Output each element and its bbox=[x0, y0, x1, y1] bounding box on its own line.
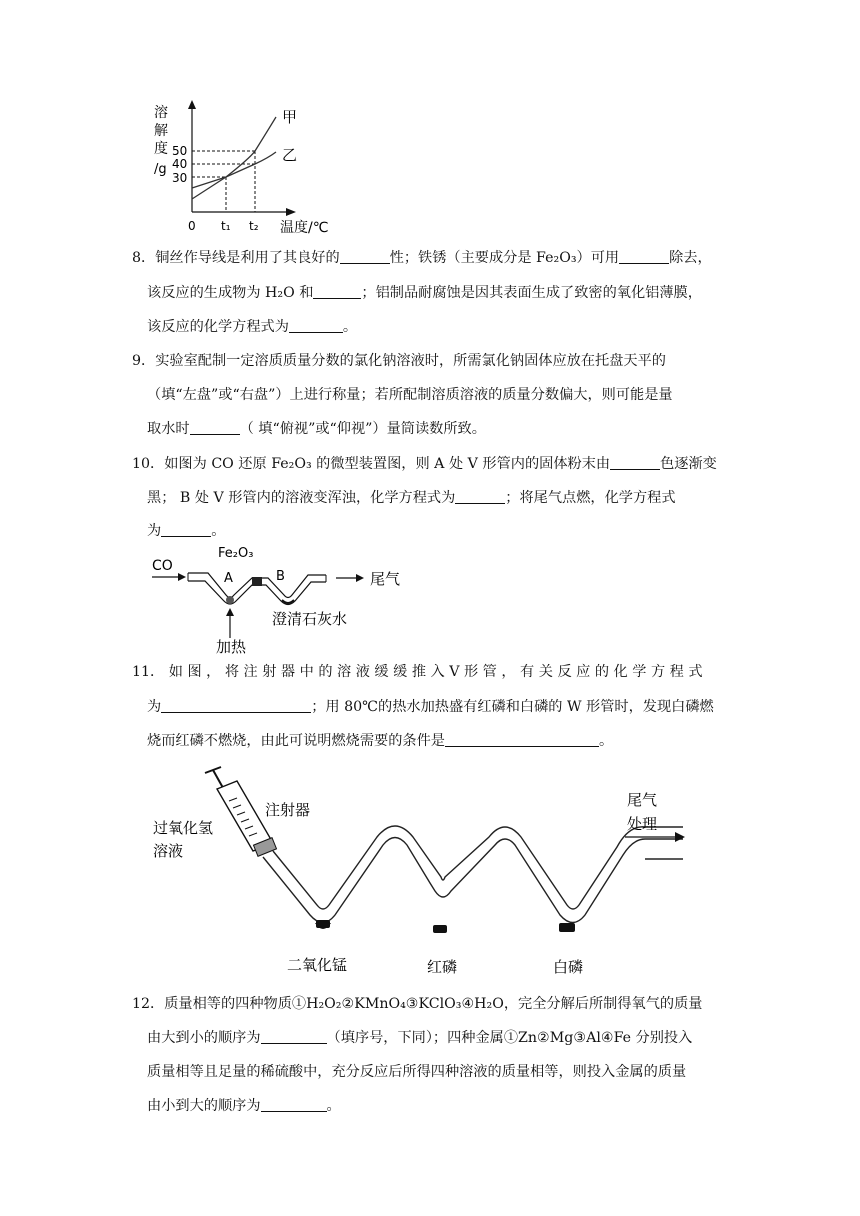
q10-text-1a: 10．如图为 CO 还原 Fe₂O₃ 的微型装置图，则 A 处 V 形管内的固体粉末由 bbox=[132, 456, 611, 472]
q10-text-1b: 色逐渐变 bbox=[660, 456, 717, 472]
q8-blank-1[interactable] bbox=[340, 249, 390, 264]
q8-blank-2[interactable] bbox=[619, 249, 669, 264]
label-b: B bbox=[276, 569, 285, 584]
x-axis-label: 温度/℃ bbox=[280, 220, 329, 235]
q8-line-3 bbox=[147, 317, 357, 337]
q12-line-2 bbox=[147, 1028, 692, 1048]
q12-blank-1[interactable] bbox=[261, 1029, 327, 1044]
q8-text-2a: 该反应的生成物为 H₂O 和 bbox=[147, 285, 314, 301]
q12-line-1 bbox=[132, 994, 702, 1014]
w-tube-outer bbox=[263, 838, 683, 923]
q10-text-3b: 。 bbox=[211, 523, 226, 539]
y-tick-50: 50 bbox=[172, 144, 188, 158]
mno2-solid-block bbox=[316, 920, 330, 928]
q9-line-2 bbox=[147, 385, 673, 405]
q10-text-2b: ；将尾气点燃，化学方程式 bbox=[505, 490, 676, 506]
red-phosphorus bbox=[433, 925, 447, 933]
q12-text-2a: 由大到小的顺序为 bbox=[147, 1030, 261, 1046]
q9-text-1: 9．实验室配制一定溶质质量分数的氯化钠溶液时，所需氯化钠固体应放在托盘天平的 bbox=[132, 353, 666, 369]
q10-line-3 bbox=[147, 521, 225, 541]
q9-line-3 bbox=[147, 419, 486, 439]
tail-arrow-head bbox=[356, 574, 364, 582]
q11-line-3 bbox=[147, 731, 613, 751]
q8-text-1a: 8．铜丝作导线是利用了其良好的 bbox=[132, 250, 340, 266]
x-tick-t2: t₂ bbox=[249, 219, 259, 233]
limewater-label: 澄清石灰水 bbox=[272, 610, 348, 628]
red-p-label: 红磷 bbox=[427, 958, 458, 976]
q10-line-2 bbox=[147, 488, 676, 508]
q8-text-2b: ；铝制品耐腐蚀是因其表面生成了致密的氧化铝薄膜， bbox=[361, 285, 702, 301]
tail-arrow-head bbox=[675, 832, 685, 842]
fe2o3-powder bbox=[226, 596, 234, 604]
q8-line-2 bbox=[147, 283, 702, 303]
q11-line-1 bbox=[132, 662, 703, 682]
chart-ylabel-4: /g bbox=[154, 162, 167, 177]
y-axis-arrow bbox=[188, 100, 196, 109]
label-a: A bbox=[224, 571, 233, 586]
q11-text-3a: 烧而红磷不燃烧，由此可说明燃烧需要的条件是 bbox=[147, 733, 445, 749]
heat-label: 加热 bbox=[216, 638, 247, 655]
q11-text-2a: 为 bbox=[147, 699, 162, 715]
series-jia-label: 甲 bbox=[282, 108, 298, 126]
w-tube-inner bbox=[273, 826, 683, 909]
tail-gas-label: 尾气 bbox=[370, 570, 401, 588]
w-tube-apparatus bbox=[145, 765, 695, 980]
x-tick-t1: t₁ bbox=[221, 219, 231, 233]
q10-blank-1[interactable] bbox=[610, 455, 660, 470]
q12-line-3 bbox=[147, 1062, 686, 1082]
tail-label-2: 处理 bbox=[627, 815, 658, 833]
co-reduction-apparatus bbox=[148, 540, 408, 655]
q10-line-1 bbox=[132, 454, 717, 474]
q12-line-4 bbox=[147, 1096, 341, 1116]
x-tick-0: 0 bbox=[188, 219, 196, 233]
chart-ylabel-3: 度 bbox=[154, 141, 168, 157]
q11-blank-2[interactable] bbox=[445, 732, 599, 747]
white-p-label: 白磷 bbox=[553, 958, 584, 976]
q10-text-2a: 黑； B 处 V 形管内的溶液变浑浊，化学方程式为 bbox=[147, 490, 456, 506]
v-tube-b bbox=[262, 575, 326, 598]
y-tick-40: 40 bbox=[172, 157, 188, 171]
rubber-connector bbox=[252, 577, 262, 586]
fe2o3-label: Fe₂O₃ bbox=[218, 546, 254, 561]
x-axis-arrow bbox=[286, 208, 296, 216]
syringe-label: 注射器 bbox=[265, 801, 311, 819]
q9-blank-1[interactable] bbox=[190, 420, 240, 435]
v-tube-a bbox=[188, 573, 258, 598]
q12-text-4a: 由小到大的顺序为 bbox=[147, 1098, 261, 1114]
q8-text-3b: 。 bbox=[342, 319, 358, 335]
series-yi-label: 乙 bbox=[282, 146, 298, 164]
h2o2-label-2: 溶液 bbox=[153, 842, 184, 860]
q9-text-2: （填“左盘”或“右盘”）上进行称量；若所配制溶质溶液的质量分数偏大，则可能是量 bbox=[147, 387, 673, 403]
q12-blank-2[interactable] bbox=[261, 1097, 327, 1112]
solubility-chart bbox=[140, 100, 340, 235]
q9-text-3a: 取水时 bbox=[147, 421, 190, 437]
q11-line-2 bbox=[147, 697, 714, 717]
q12-text-2b: （填序号，下同）；四种金属①Zn②Mg③Al④Fe 分别投入 bbox=[326, 1030, 693, 1046]
chart-ylabel-1: 溶 bbox=[154, 105, 168, 121]
tail-label-1: 尾气 bbox=[627, 791, 658, 809]
q10-blank-2[interactable] bbox=[455, 489, 505, 504]
h2o2-label-1: 过氧化氢 bbox=[153, 819, 214, 837]
q8-text-3a: 该反应的化学方程式为 bbox=[147, 319, 289, 335]
limewater-liquid bbox=[282, 600, 294, 603]
q10-blank-3[interactable] bbox=[161, 522, 211, 537]
co-arrow-head bbox=[178, 573, 186, 581]
chart-ylabel-2: 解 bbox=[154, 123, 168, 139]
q8-line-1 bbox=[132, 248, 712, 268]
white-phosphorus bbox=[559, 923, 575, 932]
q8-blank-4[interactable] bbox=[289, 318, 343, 333]
q12-text-3: 质量相等且足量的稀硫酸中，充分反应后所得四种溶液的质量相等，则投入金属的质量 bbox=[147, 1064, 687, 1080]
q9-line-1 bbox=[132, 351, 666, 371]
q12-text-4b: 。 bbox=[326, 1098, 341, 1114]
q8-text-1b: 性；铁锈（主要成分是 Fe₂O₃）可用 bbox=[389, 250, 620, 266]
q11-text-1: 11． 如 图 ， 将 注 射 器 中 的 溶 液 缓 缓 推 入 V 形 管 ， 有 关 反 应 的 化 学 方 程 式 bbox=[132, 664, 703, 680]
q8-blank-3[interactable] bbox=[313, 284, 361, 299]
v-tube-a-inner bbox=[188, 581, 258, 604]
q11-blank-1[interactable] bbox=[161, 698, 311, 713]
q8-text-1c: 除去， bbox=[669, 250, 712, 266]
q11-text-2b: ；用 80℃的热水加热盛有红磷和白磷的 W 形管时，发现白磷燃 bbox=[311, 699, 714, 715]
q10-text-3a: 为 bbox=[147, 523, 162, 539]
heat-arrow-head bbox=[226, 608, 234, 616]
mno2-label: 二氧化锰 bbox=[287, 956, 348, 974]
co-label: CO bbox=[152, 558, 173, 574]
q9-text-3b: （ 填“俯视”或“仰视”）量筒读数所致。 bbox=[239, 421, 486, 437]
q11-text-3b: 。 bbox=[598, 733, 614, 749]
y-tick-30: 30 bbox=[172, 171, 188, 185]
q12-text-1: 12．质量相等的四种物质①H₂O₂②KMnO₄③KClO₃④H₂O，完全分解后所制得氧气的质量 bbox=[132, 996, 703, 1012]
series-jia-curve bbox=[192, 117, 276, 199]
